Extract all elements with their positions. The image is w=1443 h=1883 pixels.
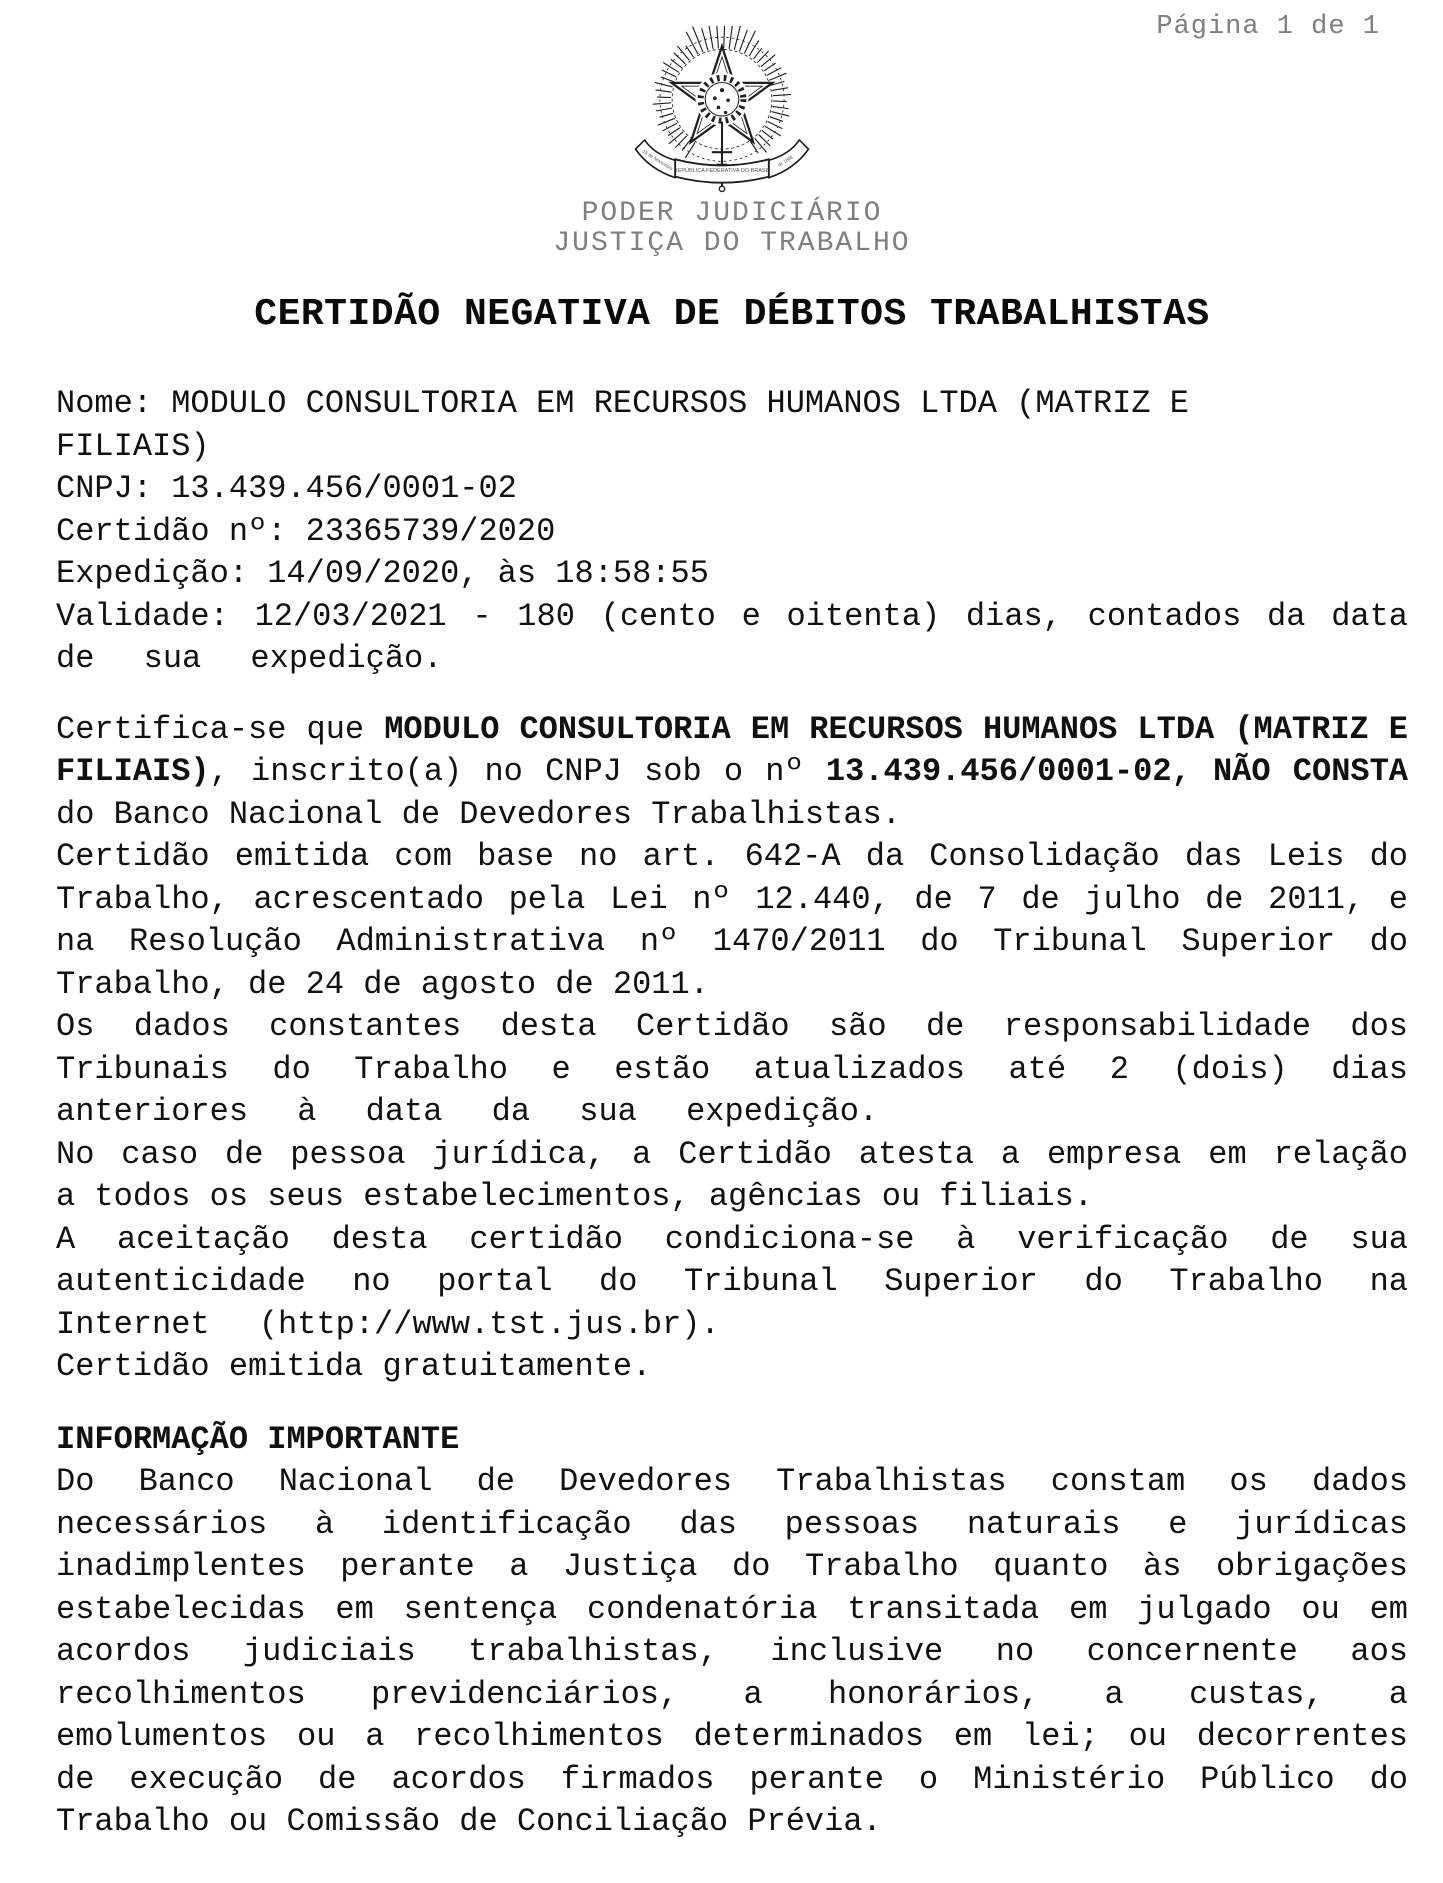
text-line [56,1134,1408,1177]
text-line [56,1419,1408,1462]
text-line [56,1589,1408,1632]
text-segment: emolumentos ou a recolhimentos determinados em lei; ou decorrentes [56,1718,1408,1755]
text-line [56,1674,1408,1717]
fields-block [56,383,1408,681]
info-block [56,1419,1408,1844]
text-line [56,426,1408,469]
text-line [56,1304,1408,1347]
text-line [56,383,1408,426]
text-segment: A aceitação desta certidão condiciona-se à verificação de sua [56,1220,1408,1258]
text-line [56,1716,1408,1759]
text-line [56,638,1408,681]
text-segment: a todos os seus estabelecimentos, agências ou filiais. [56,1178,1093,1215]
ribbon-center-text: REPÚBLICA FEDERATIVA DO BRASIL [673,168,770,175]
org-line-poder-judiciario: PODER JUDICIÁRIO [581,198,883,229]
text-line [56,1049,1408,1092]
text-segment: No caso de pessoa jurídica, a Certidão atesta a empresa em relação [56,1135,1408,1173]
text-segment: acordos judiciais trabalhistas, inclusive no concernente aos [56,1633,1408,1670]
text-segment: Expedição: 14/09/2020, às 18:58:55 [56,555,709,592]
text-line [56,1346,1408,1389]
text-segment: Trabalho, de 24 de agosto de 2011. [56,965,709,1003]
text-segment: inadimplentes perante a Justiça do Trabalho quanto às obrigações [56,1548,1408,1585]
text-segment: Internet (http://www.tst.jus.br). [56,1305,720,1343]
text-segment: anteriores à data da sua expedição. [56,1093,879,1130]
text-segment: Trabalho, acrescentado pela Lei nº 12.440, de 7 de julho de 2011, e [56,880,1408,918]
text-segment: MODULO CONSULTORIA EM RECURSOS HUMANOS LTDA (MATRIZ E [384,710,1409,748]
org-line-justica-trabalho: JUSTIÇA DO TRABALHO [553,228,911,259]
document-title: CERTIDÃO NEGATIVA DE DÉBITOS TRABALHISTAS [254,293,1210,336]
text-segment: necessários à identificação das pessoas naturais e jurídicas [56,1505,1408,1543]
coat-of-arms-icon [619,26,825,199]
ribbon-right-text: de 1889 [776,154,794,168]
text-segment: Do Banco Nacional de Devedores Trabalhistas constam os dados [56,1463,1408,1500]
text-line [56,1546,1408,1589]
text-segment: na Resolução Administrativa nº 1470/2011 do Tribunal Superior do [56,923,1408,960]
certify-block [56,709,1408,1389]
text-line [56,596,1408,639]
text-line [56,553,1408,596]
text-segment: CNPJ: 13.439.456/0001-02 [56,470,517,507]
text-line [56,879,1408,922]
text-segment: autenticidade no portal do Tribunal Superior do Trabalho na [56,1263,1408,1300]
text-segment: Nome: MODULO CONSULTORIA EM RECURSOS HUMANOS LTDA (MATRIZ E [56,385,1189,422]
text-line [56,1219,1408,1262]
text-segment: 13.439.456/0001-02, NÃO CONSTA [825,753,1409,790]
text-segment: recolhimentos previdenciários, a honorários, a custas, a [56,1675,1408,1713]
text-segment: FILIAIS) [56,427,210,465]
text-segment: , inscrito(a) no CNPJ sob o nº [209,753,826,790]
ribbon-left-text: 15 de Novembro [641,148,674,172]
text-segment: estabelecidas em sentença condenatória transitada em julgado ou em [56,1590,1408,1628]
text-line [56,468,1408,511]
text-line [56,921,1408,964]
text-line [56,751,1408,794]
text-line [56,1091,1408,1134]
text-segment: Certifica-se que [56,710,385,748]
text-line [56,1631,1408,1674]
text-line [56,836,1408,879]
text-line [56,1504,1408,1547]
text-line [56,1006,1408,1049]
text-segment: Validade: 12/03/2021 - 180 (cento e oitenta) dias, contados da data [56,597,1408,635]
text-segment: Certidão emitida gratuitamente. [56,1348,652,1385]
text-segment: FILIAIS) [56,753,210,790]
text-line [56,964,1408,1007]
text-line [56,1261,1408,1304]
text-line [56,1461,1408,1504]
text-segment: Certidão nº: 23365739/2020 [56,512,556,550]
text-segment: de sua expedição. [56,640,443,677]
text-segment: de execução de acordos firmados perante o Ministério Público do [56,1760,1408,1798]
document-body [56,383,1408,1844]
text-segment: Certidão emitida com base no art. 642-A da Consolidação das Leis do [56,838,1408,875]
text-line [56,794,1408,837]
text-segment: Trabalho ou Comissão de Conciliação Prévia. [56,1803,882,1840]
text-segment: do Banco Nacional de Devedores Trabalhistas. [56,795,901,833]
text-segment: Tribunais do Trabalho e estão atualizados até 2 (dois) dias [56,1050,1408,1088]
text-line [56,1801,1408,1844]
page-number: Página 1 de 1 [1156,12,1380,42]
text-line [56,511,1408,554]
text-segment: INFORMAÇÃO IMPORTANTE [56,1420,460,1458]
text-line [56,1176,1408,1219]
text-segment: Os dados constantes desta Certidão são de responsabilidade dos [56,1008,1408,1045]
text-line [56,1759,1408,1802]
text-line [56,709,1408,752]
